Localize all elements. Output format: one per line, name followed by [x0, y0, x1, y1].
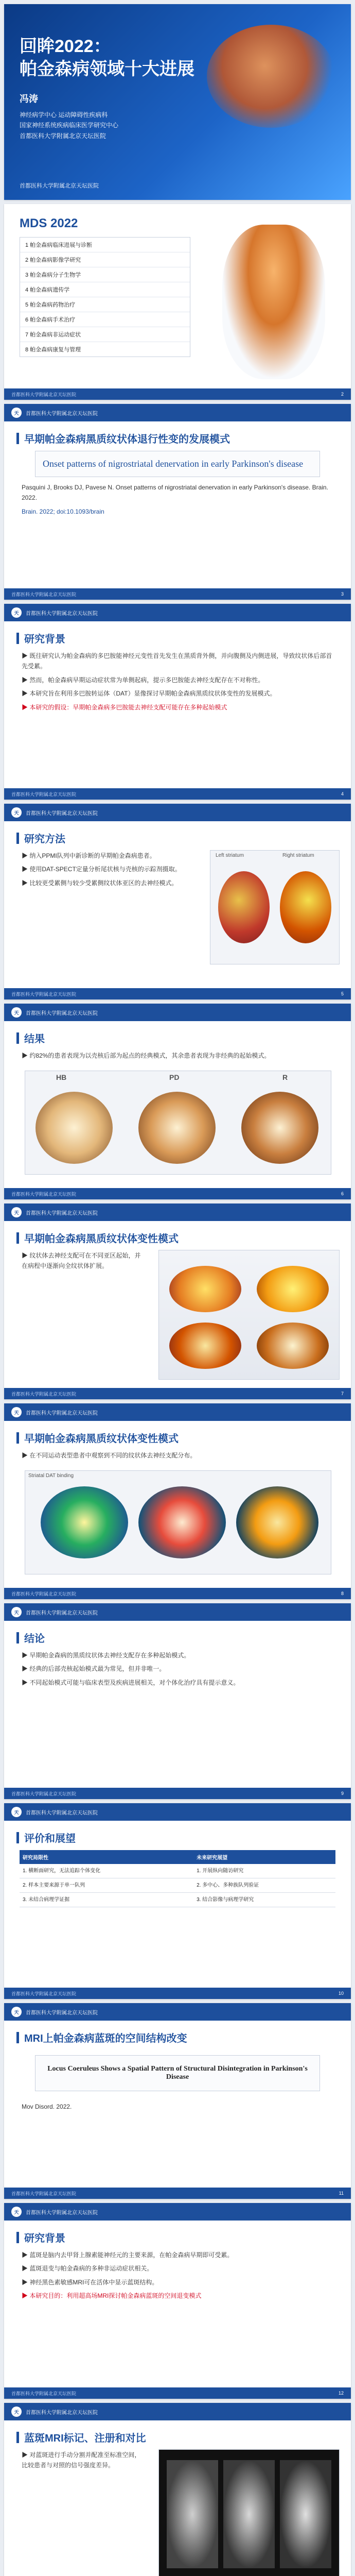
hospital-logo-icon: 天	[11, 1807, 22, 1817]
mri-slice-image	[280, 2460, 331, 2568]
mri-slice-image	[223, 2460, 275, 2568]
brain-slice-image	[241, 1092, 318, 1164]
mri-figure	[158, 2449, 340, 2576]
section-title: 评价和展望	[16, 1830, 339, 1845]
striatum-3d-image	[138, 1486, 226, 1558]
table-row: 1. 横断面研究，无法追踪个体变化 1. 开展纵向随访研究	[20, 1864, 335, 1878]
slide-header: 天 首都医科大学附属北京天坛医院	[4, 2203, 351, 2221]
hospital-logo-icon: 天	[11, 408, 22, 418]
hospital-logo-icon: 天	[11, 1607, 22, 1617]
evaluation-slide-1	[4, 1803, 351, 1999]
section-title: 早期帕金森病黑质纹状体变性模式	[16, 1430, 339, 1445]
list-item: 8 帕金森病康复与管理	[25, 347, 81, 353]
hospital-logo-icon: 天	[11, 807, 22, 818]
section-title: 研究方法	[16, 831, 339, 845]
slide-header: 天 首都医科大学附属北京天坛医院	[4, 804, 351, 821]
slide-footer: 首都医科大学附属北京天坛医院 11	[4, 2188, 351, 2199]
brain-map-figure: HB PD R	[25, 1071, 331, 1175]
background-slide-1	[4, 604, 351, 800]
slide-header: 天 首都医科大学附属北京天坛医院	[4, 1403, 351, 1421]
mds-list	[20, 237, 190, 357]
striatum-3d-image	[257, 1266, 329, 1312]
striatum-3d-image	[169, 1266, 241, 1312]
striatum-3d-image	[236, 1486, 318, 1558]
section-title: 早期帕金森病黑质纹状体变性模式	[16, 1230, 339, 1245]
brain-slice-image	[138, 1092, 216, 1164]
evaluation-table: 研究局限性 未来研究展望 1. 横断面研究，无法追踪个体变化 1. 开展纵向随访研究 2. 样本主要来源于单一队列 2. 多中心、多种族队列验证 3. 未结合病理学证据 3. 结合影像与病理学研究	[20, 1850, 335, 1907]
slide-footer: 首都医科大学附属北京天坛医院 2	[4, 388, 351, 400]
conclusion-text: ▶ 早期帕金森病的黑质纹状体去神经支配存在多种起始模式。 ▶ 经典的后部壳核起始模式最为常见，但并非唯一。 ▶ 不同起始模式可能与临床表型及疾病进展相关，对个体化治疗具有提示意义。	[22, 1652, 240, 1686]
slide-footer: 首都医科大学附属北京天坛医院 10	[4, 1988, 351, 1999]
list-item: 1 帕金森病临床进展与诊断	[20, 238, 190, 252]
striatum-3d-image	[169, 1323, 241, 1369]
human-figure-graphic	[222, 225, 325, 379]
table-row: 3. 未结合病理学证据 3. 结合影像与病理学研究	[20, 1893, 335, 1907]
hospital-logo-icon: 天	[11, 607, 22, 618]
results-text: ▶ 约82%的患者表现为以壳核后部为起点的经典模式，其余患者表现为非经典的起始模式。	[22, 1052, 271, 1059]
methods-text: ▶ 纳入PPMI队列中新诊断的早期帕金森病患者。 ▶ 使用DAT-SPECT定量分析尾状核与壳核的示踪剂摄取。 ▶ 比较更受累侧与较少受累侧纹状体亚区的去神经模式。	[22, 852, 181, 887]
striatum-3d-image	[41, 1486, 128, 1558]
citation: Pasquini J, Brooks DJ, Pavese N. Onset patterns of nigrostriatal denervation in early Parkinson's disease. Brain. 2022. Brain. 2022; doi:10.1093/brain	[22, 484, 328, 515]
mri-slice-image	[167, 2460, 218, 2568]
striatum-left-image	[218, 871, 270, 943]
hospital-logo-icon: 天	[11, 2207, 22, 2217]
results-slide-1	[4, 1004, 351, 1199]
paper-title: Onset patterns of nigrostriatal denervation in early Parkinson's disease	[43, 459, 304, 469]
table-row: 2. 样本主要来源于单一队列 2. 多中心、多种族队列验证	[20, 1878, 335, 1893]
pattern-figure	[158, 1250, 340, 1380]
cover-title: 回眸2022： 帕金森病领域十大进展	[20, 37, 194, 79]
methods-slide-2	[4, 2403, 351, 2576]
slide-header: 天 首都医科大学附属北京天坛医院	[4, 1004, 351, 1021]
hospital-logo-icon: 天	[11, 1207, 22, 1217]
slide-header: 天 首都医科大学附属北京天坛医院	[4, 1603, 351, 1621]
dat-binding-figure: Striatal DAT binding	[25, 1470, 331, 1574]
methods-slide-1	[4, 804, 351, 999]
slide-footer: 首都医科大学附属北京天坛医院 8	[4, 1588, 351, 1599]
aim-highlight: ▶ 本研究目的：利用超高场MRI探讨帕金森病蓝斑的空间退变模式	[22, 2292, 202, 2300]
pattern-slide-1	[4, 1204, 351, 1399]
paper-title: Locus Coeruleus Shows a Spatial Pattern of Structural Disintegration in Parkinson's Disease	[47, 2065, 308, 2081]
slide-footer: 首都医科大学附属北京天坛医院 12	[4, 2387, 351, 2399]
background-text: ▶ 蓝斑是脑内去甲肾上腺素能神经元的主要来源，在帕金森病早期即可受累。 ▶ 蓝斑退变与帕金森病的多种非运动症状相关。 ▶ 神经黑色素敏感MRI可在活体中显示蓝斑结构。 ▶ 本研究目的：利用超高场MRI探讨帕金森病蓝斑的空间退变模式	[22, 2250, 333, 2301]
hospital-logo-icon: 天	[11, 2007, 22, 2017]
list-item: 5 帕金森病药物治疗	[20, 297, 190, 312]
paper-screenshot	[35, 451, 320, 477]
paper-screenshot	[35, 2055, 320, 2091]
hospital-logo-icon: 天	[11, 1407, 22, 1417]
methods-text: ▶ 对蓝斑进行手动分割并配准至标准空间，比较患者与对照的信号强度差异。	[22, 2451, 141, 2469]
slide-footer: 首都医科大学附属北京天坛医院 5	[4, 988, 351, 999]
cover-affiliations: 神经病学中心 运动障碍性疾病科 国家神经系统疾病临床医学研究中心 首都医科大学附属北京天坛医院	[20, 111, 119, 140]
slide-footer: 首都医科大学附属北京天坛医院 9	[4, 1788, 351, 1799]
background-slide-2	[4, 2203, 351, 2399]
conclusion-slide-1	[4, 1603, 351, 1799]
hospital-logo-icon: 天	[11, 2406, 22, 2417]
section-title: MRI上帕金森病蓝斑的空间结构改变	[16, 2030, 339, 2045]
background-text: ▶ 既往研究认为帕金森病的多巴胺能神经元变性首先发生在黑质背外侧，并向腹侧及内侧进展，导致纹状体后部首先受累。 ▶ 然而，帕金森病早期运动症状常为单侧起病，提示多巴胺能去神经支配存在不对称性。 ▶ 本研究旨在利用多巴胺转运体（DAT）显像探讨早期帕金森病黑质纹状体变性的发展模式。 ▶ 本研究的假设：早期帕金森病多巴胺能去神经支配可能存在多种起始模式	[22, 651, 333, 713]
section-title: 研究背景	[16, 2230, 339, 2245]
cover-author: 冯涛	[20, 94, 38, 104]
paper-slide-locus-coeruleus	[4, 2003, 351, 2199]
slide-header: 天 首都医科大学附属北京天坛医院	[4, 2003, 351, 2021]
list-item: 7 帕金森病非运动症状	[20, 327, 190, 342]
striatum-3d-image	[257, 1323, 329, 1369]
slide-footer: 首都医科大学附属北京天坛医院 3	[4, 588, 351, 600]
list-item: 4 帕金森病遗传学	[20, 282, 190, 297]
mds-title: MDS 2022	[20, 216, 78, 230]
section-title: 结论	[16, 1630, 339, 1645]
slide-header: 天 首都医科大学附属北京天坛医院	[4, 1803, 351, 1821]
brain-slice-image	[36, 1092, 113, 1164]
slide-footer: 首都医科大学附属北京天坛医院 4	[4, 788, 351, 800]
slide-footer: 首都医科大学附属北京天坛医院 6	[4, 1188, 351, 1199]
paper-slide-nigrostriatal	[4, 404, 351, 600]
section-title: 早期帕金森病黑质纹状体退行性变的发展模式	[16, 431, 339, 446]
section-title: 研究背景	[16, 631, 339, 646]
mds-slide	[4, 204, 351, 400]
hypothesis-highlight: ▶ 本研究的假设：早期帕金森病多巴胺能去神经支配可能存在多种起始模式	[22, 703, 227, 711]
citation: Mov Disord. 2022.	[22, 2103, 72, 2110]
list-item: 6 帕金森病手术治疗	[20, 312, 190, 327]
slide-header: 天 首都医科大学附属北京天坛医院	[4, 404, 351, 421]
slide-header: 天 首都医科大学附属北京天坛医院	[4, 604, 351, 621]
section-title: 蓝斑MRI标记、注册和对比	[16, 2430, 339, 2445]
list-item: 3 帕金森病分子生物学	[20, 267, 190, 282]
list-item: 2 帕金森病影像学研究	[20, 252, 190, 267]
slide-footer: 首都医科大学附属北京天坛医院 7	[4, 1388, 351, 1399]
hospital-logo-icon: 天	[11, 1007, 22, 1018]
pattern-text: ▶ 纹状体去神经支配可在不同亚区起始，并在病程中逐渐向全纹状体扩展。	[22, 1252, 141, 1270]
pattern-text: ▶ 在不同运动表型患者中观察到不同的纹状体去神经支配分布。	[22, 1452, 197, 1459]
striatum-figure: Left striatum Right striatum	[210, 850, 340, 964]
striatum-right-image	[280, 871, 331, 943]
section-title: 结果	[16, 1030, 339, 1045]
cover-brain-graphic	[207, 25, 335, 128]
cover-institution: 首都医科大学附属北京天坛医院	[20, 183, 99, 189]
slide-header: 天 首都医科大学附属北京天坛医院	[4, 1204, 351, 1221]
pattern-slide-2	[4, 1403, 351, 1599]
slide-header: 天 首都医科大学附属北京天坛医院	[4, 2403, 351, 2420]
cover-slide	[4, 4, 351, 200]
evaluation-table-wrap	[20, 1850, 335, 1907]
